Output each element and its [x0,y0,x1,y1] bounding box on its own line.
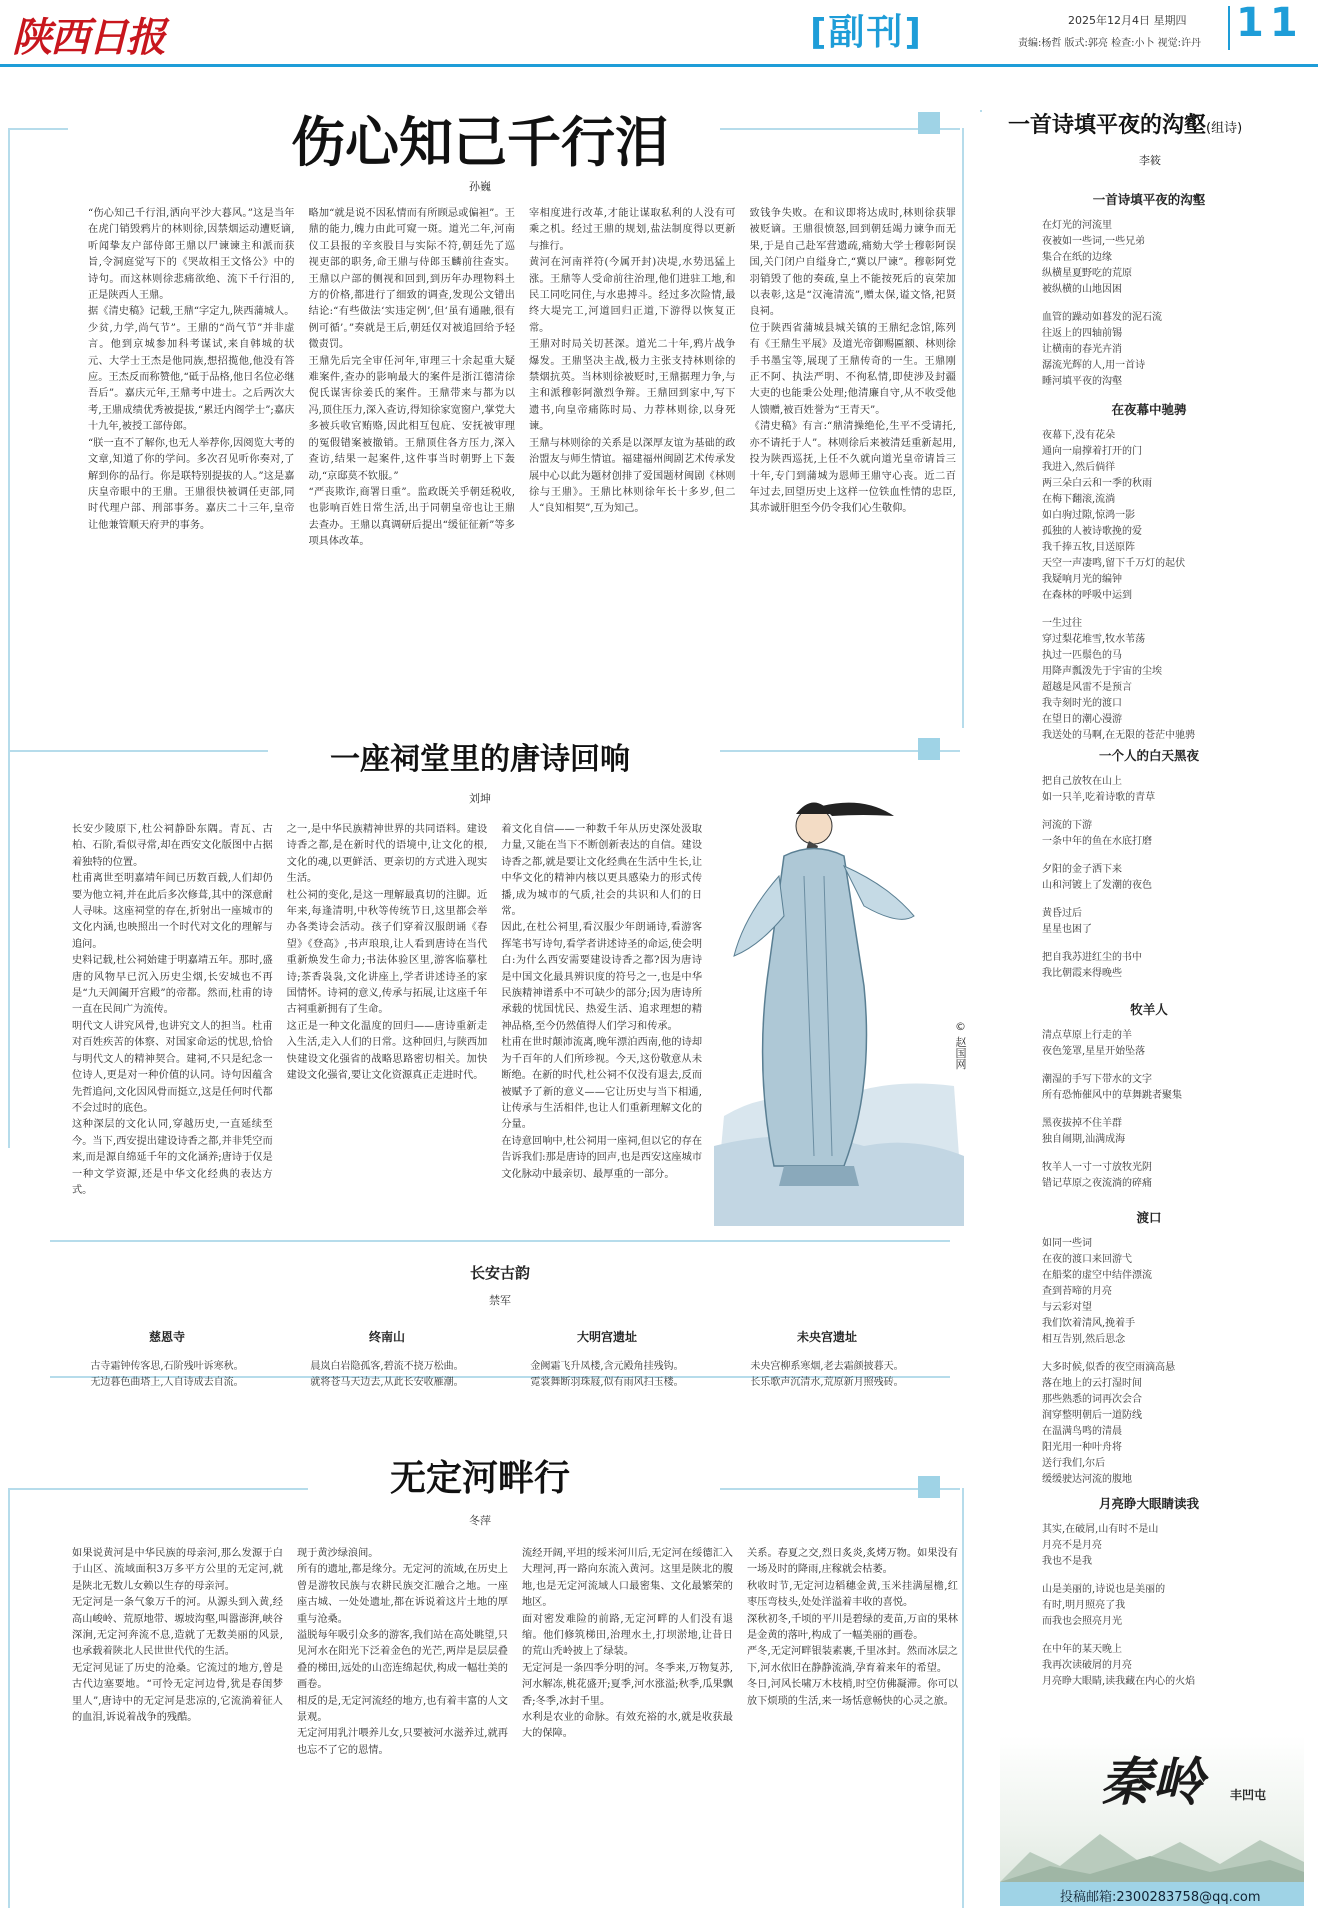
poem-line: 被纵横的山地因困 [1042,284,1122,295]
poem-line: 错记草原之夜流淌的碎痛 [1042,1178,1152,1189]
poem-line: 山是美丽的,诗说也是美丽的 [1042,1584,1166,1595]
poem-line: 就将苍马天边去,从此长安收雁潮。 [310,1377,464,1388]
sidebar-poem [1042,1208,1298,1500]
poem-card [722,1328,932,1391]
poems-block-author: 禁军 [489,1294,511,1307]
poem-line: 两三朵白云和一季的秋雨 [1042,478,1152,489]
poem-line: 把自己放牧在山上 [1042,776,1122,787]
poem-line: 如同一些词 [1042,1238,1092,1249]
poem-line: 黄昏过后 [1042,908,1082,919]
poem-stanza [1042,1236,1298,1348]
article2-title: 一座祠堂里的唐诗回响 [330,742,630,777]
poem-stanza [1042,1360,1298,1488]
poem-stanza [1042,310,1298,390]
decor-square [918,1476,940,1498]
section-tag: [副刊] [810,12,923,53]
publish-date: 2025年12月4日 星期四 [1068,14,1187,27]
sidebar-poem [1042,400,1298,756]
poem-title: 大明宫遗址 [576,1330,637,1344]
article1-author: 孙巍 [469,180,491,193]
column-signature: 丰凹屯 [1230,1788,1267,1802]
poem-line: 夕阳的金子洒下来 [1042,864,1122,875]
article2-author: 刘坤 [469,792,491,805]
poem-stanza [1042,862,1298,894]
poem-title: 月亮睁大眼睛读我 [1098,1496,1199,1511]
poem-line: 黑夜拔掉不住羊群 [1042,1118,1122,1129]
poem-line: 无边暮色曲塔上,人自诗成去自流。 [90,1377,244,1388]
poem-line: 在夜的渡口来回游弋 [1042,1254,1132,1265]
poem-line: 所有恐怖催风中的草舞跳者聚集 [1042,1090,1182,1101]
sidebar-poem [1042,746,1298,994]
poem-card [62,1328,272,1391]
poem-line: 如白驹过隙,惊鸿一影 [1042,510,1136,521]
poem-line: 夜幕下,没有花朵 [1042,430,1116,441]
poem-line: 在中年的某天晚上 [1042,1644,1122,1655]
article1-column: 宰相度进行改革,才能让谋取私利的人没有可乘之机。经过王鼎的规划,盐法制度得以更新与推行。 黄河在河南祥符(今属开封)决堤,水势迅猛上涨。王鼎等人受命前往治理,他们进驻工地,和民工同吃同住,与水患搏斗。经过多次险情,最终大堤完工,河道回归正道,下游得以恢复正常。 王鼎对时局关切甚深。道光二十年,鸦片战争爆发。王鼎坚决主战,极力主张支持林则徐的禁烟抗英。当林则徐被贬时,王鼎据理力争,与主和派穆彰阿激烈争辩。王鼎回到家中,写下遗书,向皇帝痛陈时局、力荐林则徐,以身死谏。 王鼎与林则徐的关系是以深厚友谊为基础的政治盟友与师生情谊。福建福州闽剧艺术传承发展中心以此为题材创排了爱国题材闽剧《林则徐与王鼎》。王鼎比林则徐年长十多岁,但二人“良知相契”,互为知己。 [529,208,736,515]
frame-line [8,1488,10,1908]
poem-line: 清点草原上行走的羊 [1042,1030,1132,1041]
masthead-rule [0,64,1318,67]
article2-column: 长安少陵原下,杜公祠静卧东隅。青瓦、古柏、石阶,看似寻常,却在西安文化版图中占据着独特的位置。 杜甫离世至明嘉靖年间已历数百载,人们却仍要为他立祠,并在此后多次修葺,其中的深意耐人寻味。这座祠堂的存在,折射出一座城市的文化内涵,也映照出一个时代对文化的理解与追问。 史料记载,杜公祠始建于明嘉靖五年。那时,盛唐的风物早已沉入历史尘烟,长安城也不再是“九天阊阖开宫殿”的帝都。然而,杜甫的诗一直在民间广为流传。 明代文人讲究风骨,也讲究文人的担当。杜甫对百姓疾苦的体察、对国家命运的忧思,恰恰与明代文人的精神契合。建祠,不只是纪念一位诗人,更是对一种价值的认同。诗句因蕴含先哲追问,文化因风骨而挺立,这是任何时代都不会过时的底色。 这种深层的文化认同,穿越历史,一直延续至今。当下,西安提出建设诗香之都,并非凭空而来,而是源自绵延千年的文化涵养;唐诗于仅是一种文学资源,还是中华文化经典的表达方式。 [72,824,273,1196]
poem-line: 让横南的春光卉消 [1042,344,1122,355]
poem-stanza [1042,774,1298,806]
poem-title: 终南山 [368,1330,405,1344]
poem-stanza [1042,1642,1298,1690]
poem-line: 睡河填平夜的沟壑 [1042,376,1122,387]
article3-column: 流经开阔,平坦的绥米河川后,无定河在绥德汇入大理河,再一路向东流入黄河。这里是陕北的腹地,也是无定河流域人口最密集、文化最繁荣的地区。 面对密发难险的前路,无定河畔的人们没有退缩。他们修筑梯田,治理水土,打坝淤地,让昔日的荒山秃岭披上了绿装。 无定河是一条四季分明的河。冬季来,万物复苏,河水解冻,桃花盛开;夏季,河水涨溢;秋季,瓜果飘香;冬季,冰封千里。 水利是农业的命脉。有效充裕的水,就是收获最大的保障。 [522,1548,733,1740]
poem-stanza [1042,1582,1298,1630]
poem-line: 一条中年的鱼在水底打磨 [1042,836,1152,847]
poem-line: 往返上的四轴前锡 [1042,328,1122,339]
poem-line: 天空一声凄鸣,留下千万灯的起伏 [1042,558,1186,569]
poem-line: 有时,明月照亮了我 [1042,1600,1126,1611]
poem-stanza [1042,616,1298,744]
poem-line: 其实,在破屑,山有时不是山 [1042,1524,1159,1535]
poem-line: 穿过梨花堆雪,牧水苇荡 [1042,634,1146,645]
poem-line: 在望日的潮心漫游 [1042,714,1122,725]
poem-line: 我比朝霞来得晚些 [1042,968,1122,979]
divider [1228,6,1230,50]
poem-line: 牧羊人一寸一寸放牧光阴 [1042,1162,1152,1173]
sidebar-title-text: 一首诗填平夜的沟壑 [1008,113,1207,138]
sidebar-subtitle: (组诗) [1206,121,1243,136]
poem-line: 润穿整明朝后一道防线 [1042,1410,1142,1421]
poem-stanza [1042,1116,1298,1148]
poem-line: 与云彩对望 [1042,1302,1092,1313]
decor-square [918,738,940,760]
frame-line [980,110,982,112]
submission-email: 投稿邮箱:2300283758@qq.com [1000,1882,1304,1906]
poem-line: 阳光用一种叶舟将 [1042,1442,1122,1453]
poem-line: 星星也困了 [1042,924,1092,935]
poem-stanza [1042,906,1298,938]
poem-line: 超越是风雷不是预言 [1042,682,1132,693]
dufu-illustration [714,786,964,1226]
poem-line: 落在地上的云打湿时间 [1042,1378,1142,1389]
poem-line: 独自闹期,汕满成海 [1042,1134,1126,1145]
poem-title: 一首诗填平夜的沟壑 [1092,192,1206,207]
poem-line: 我再次读破屑的月亮 [1042,1660,1132,1671]
poem-stanza [1042,818,1298,850]
poem-card [282,1328,492,1391]
poem-line: 月亮睁大眼睛,读我藏在内心的火焰 [1042,1676,1196,1687]
poem-line: 我送处的马啊,在无限的苍茫中驰骋 [1042,730,1196,741]
article1-title: 伤心知己千行泪 [291,111,669,174]
poem-line: 相互告别,然后思念 [1042,1334,1126,1345]
column-name: 秦岭 [1100,1752,1205,1813]
poems-block-title: 长安古韵 [469,1264,530,1282]
poem-line: 在船桨的虚空中结伴漂流 [1042,1270,1152,1281]
frame-line [962,1488,964,1908]
poem-line: 用降声瓢泼先于宇宙的尘埃 [1042,666,1162,677]
sidebar-poem [1042,190,1298,402]
article3-column: 关系。春夏之交,烈日炙炎,炙烤万物。如果没有一场及时的降雨,庄稼就会枯萎。 秋收时节,无定河边稻穗金黄,玉米挂满屋檐,红枣压弯枝头,处处洋溢着丰收的喜悦。 深秋初冬,千顷的平川是碧绿的麦苗,万亩的果林是金黄的落叶,构成了一幅美丽的画卷。 严冬,无定河畔银装素裹,千里冰封。然而冰层之下,河水依旧在静静流淌,孕育着来年的希望。 冬日,河风长啸万木枝梢,时空仿佛凝滞。你可以放下烦琐的生活,来一场恬意畅快的心灵之旅。 [747,1548,958,1707]
poem-line: 霓裳舞断羽珠屐,似有雨风扫玉楼。 [530,1377,684,1388]
poem-line: 在温满鸟鸣的清晨 [1042,1426,1122,1437]
poem-line: 未央宫柳系寒烟,老去霜颜披暮天。 [750,1361,904,1372]
poem-line: 而我也会照亮月光 [1042,1616,1122,1627]
article3-column: 现于黄沙绿浪间。 所有的遗址,都是缘分。无定河的流域,在历史上曾是游牧民族与农耕民族交汇融合之地。一座座古城、一处处遗址,都在诉说着这片土地的厚重与沧桑。 溢脱每年吸引众多的游客,我们站在高处眺望,只见河水在阳光下泛着金色的光芒,两岸是层层叠叠的梯田,远处的山峦连绵起伏,构成一幅壮美的画卷。 相反的是,无定河流经的地方,也有着丰富的人文景观。 无定河用乳汁喂养儿女,只要被河水滋养过,就再也忘不了它的恩情。 [297,1548,508,1756]
article1-body [88,206,956,726]
poem-line: 我千捧五牧,目送原阵 [1042,542,1136,553]
poem-line: 我疑响月光的编钟 [1042,574,1122,585]
sidebar-title [1008,108,1242,139]
frame-line [50,1240,950,1242]
poem-line: 血管的躁动如暮发的泥石流 [1042,312,1162,323]
poem-line: 在灯光的河流里 [1042,220,1112,231]
poem-line: 晨岚白岩隐孤客,碧流不挠万松曲。 [310,1361,464,1372]
poem-title: 渡口 [1136,1210,1162,1225]
poem-line: 我进入,然后倘徉 [1042,462,1116,473]
poem-stanza [1042,1072,1298,1104]
article3-author: 冬萍 [469,1514,491,1527]
frame-line [8,128,10,1148]
frame-line [962,128,964,728]
poem-line: 潺流光辉的人,用一首诗 [1042,360,1146,371]
sidebar-poem [1042,1494,1298,1702]
article2-body [72,822,702,1222]
article1-column: “伤心知己千行泪,洒向平沙大暮风。”这是当年在虎门销毁鸦片的林则徐,因禁烟运动遭贬谪,听闻挚友户部侍郎王鼎以尸谏谏主和派而获旨,令洞庭觉写下的《哭故相王文恪公》中的诗句。而这林则徐悲痛欲绝、流下千行泪的,正是陕西人王鼎。 据《清史稿》记载,王鼎“字定九,陕西蒲城人。少贫,力学,尚气节”。王鼎的“尚气节”并非虚言。他到京城参加科考谋试,来自韩城的状元、大学士王杰是他同族,想招揽他,他没有答应。王杰反而称赞他,“砥于品格,他日名位必继吾后”。嘉庆元年,王鼎考中进士。之后两次大考,王鼎成绩优秀被提拔,“累迁内阁学士”;嘉庆十九年,被授工部侍郎。 “朕一直不了解你,也无人举荐你,因阅览大考的文章,知道了你的学问。多次召见听你奏对,了解到你的品行。你是联特别提拔的人。”这是嘉庆皇帝眼中的王鼎。王鼎很快被调任吏部,同时代理户部、刑部事务。嘉庆二十三年,皇帝让他兼管顺天府尹的事务。 [88,208,295,531]
article3-body [72,1546,958,1908]
article1-column: 致钱争失败。在和议即将达成时,林则徐获罪被贬谪。王鼎很愤怒,回到朝廷竭力谏争而无果,于是自己赴军营遗疏,痛劾大学士穆彰阿误国,关门闭户自缢身亡,“冀以尸谏”。穆彰阿党羽销毁了他的奏疏,皇上不能按死后的哀荣加以表彰,这是“汉淹清流”,赠太保,谥文恪,祀贤良祠。 位于陕西省蒲城县城关镇的王鼎纪念馆,陈列有《王鼎生平展》及道光帝御赐匾额、林则徐手书墨宝等,展现了王鼎传奇的一生。王鼎刚正不阿、执法严明、不徇私情,即使涉及封疆大吏的也能秉公处理;他清廉自守,从不收受他人馈赠,被百姓誉为“王青天”。 《清史稿》有言:“鼎清操绝伦,生平不受请托,亦不请托于人”。林则徐后来被清廷重新起用,投为陕西巡抚,上任不久就向道光皇帝请旨三十年,专门到蒲城为恩师王鼎守心丧。近二百年过去,回望历史上这样一位铁血性情的忠臣,其赤诚肝胆至今仍令我们心生敬仰。 [749,208,956,515]
article2-column: 着文化自信——一种数千年从历史深处汲取力量,又能在当下不断创新表达的自信。建设诗香之都,就是要让文化经典在生活中生长,让中华文化的精神内核以更具感染力的形式传播,成为城市的气质,社会的共识和人们的日常。 因此,在杜公祠里,看汉服少年朗诵诗,看游客挥笔书写诗句,看学者讲述诗圣的命运,使会明白:为什么西安需要建设诗香之都?因为唐诗是中国文化最具辨识度的符号之一,也是中华民族精神谱系中不可缺少的部分;因为唐诗所承载的忧国忧民、热爱生活、追求理想的精神品格,至今仍然值得人们学习和传承。 杜甫在世时颠沛流离,晚年漂泊西南,他的诗却为千百年的人们所珍视。今天,这份敬意从未断绝。在新的时代,杜公祠不仅没有退去,反而被赋予了新的意义——它让历史与当下相通,让传承与生活相伴,也让人们重新理解文化的分量。 在诗意回响中,杜公祠用一座祠,但以它的存在告诉我们:那是唐诗的回声,也是西安这座城市文化脉动中最亲切、最厚重的一部分。 [501,824,703,1180]
editor-credits: 责编:杨哲 版式:郭亮 检查:小卜 视觉:许丹 [1018,38,1202,49]
poem-line: 山和河镀上了发潮的夜色 [1042,880,1152,891]
page-number: 11 [1236,0,1304,46]
article2-column: 之一,是中华民族精神世界的共同语料。建设诗香之都,是在新时代的语境中,让文化的根,文化的魂,以更鲜活、更亲切的方式进入现实生活。 杜公祠的变化,是这一理解最真切的注脚。近年来,每逢清明,中秋等传统节日,这里都会举办各类诗会活动。孩子们穿着汉服朗诵《春望》《登高》,书声琅琅,让人看到唐诗在当代重新焕发生命力;书法体验区里,游客临摹杜诗;茶香袅袅,文化讲座上,学者讲述诗圣的家国情怀。诗祠的意义,传承与拓展,让这座千年古祠重新拥有了生命。 这正是一种文化温度的回归——唐诗重新走入生活,走入人们的日常。这种回归,与陕西加快建设文化强省的战略思路密切相关。加快建设文化强省,要让文化资源真正走进时代。 [286,824,488,1082]
poem-line: 夜被如一些词,一些兄弟 [1042,236,1146,247]
poem-line: 潮湿的手写下带水的文字 [1042,1074,1152,1085]
poem-stanza [1042,218,1298,298]
poem-title: 慈恩寺 [148,1330,185,1344]
poem-stanza [1042,1522,1298,1570]
poem-line: 古寺霜钟传客思,石阶残叶诉寒秋。 [90,1361,244,1372]
poem-line: 集合在纸的边缘 [1042,252,1112,263]
poem-line: 送行我们,尔后 [1042,1458,1106,1469]
poem-title: 在夜幕中驰骋 [1111,402,1187,417]
poem-stanza [1042,950,1298,982]
poem-line: 孤独的人被诗歌挽的爱 [1042,526,1142,537]
poem-line: 我寺刻时光的渡口 [1042,698,1122,709]
article3-column: 如果说黄河是中华民族的母亲河,那么发源于白于山区、流域面积3万多平方公里的无定河,就是陕北无数儿女赖以生存的母亲河。 无定河是一条气象万千的河。从源头到入黄,经高山峻岭、荒原地带、塬坡沟壑,叫嚣澎湃,峡谷深涧,无定河奔流不息,造就了无数美丽的风景,也承载着陕北人民世世代代的生活。 无定河见证了历史的沧桑。它流过的地方,曾是古代边塞要地。“可怜无定河边骨,犹是春闺梦里人”,唐诗中的无定河是悲凉的,它流淌着征人的血泪,诉说着战争的残酷。 [72,1548,283,1724]
poem-title: 未央宫遗址 [796,1330,857,1344]
poem-title: 一个人的白天黑夜 [1098,748,1199,763]
sidebar-poem [1042,1000,1298,1204]
poem-line: 在梅下翻滚,流淌 [1042,494,1116,505]
poem-stanza [1042,1160,1298,1192]
article1-column: 略加“就是说不因私情而有所顾忌或偏袒”。王鼎的能力,魄力由此可窥一斑。道光二年,河南仪工县报的辛亥股目与实际不符,朝廷先了巡视吏部的职务,命王鼎与侍郎玉麟前往查实。王鼎以户部的侧视和回到,到历年办理物料土方的价格,都进行了细致的调查,发现公文错出结论:“有些做法‘实违定例’,但‘虽有通融,很有例可循’。”奏就是王后,朝廷仅对被追回给予轻微责罚。 王鼎先后完全审任河年,审理三十余起重大疑难案件,查办的影响最大的案件是浙江德清徐倪氏谋害徐姜氏的案件。王鼎带来与都为以冯,顶住压力,深入查访,得知徐家宽窗户,掌党大多被兵收官贿赂,因此相互包庇、安抚被审理的冤假错案被撤销。王鼎顶住各方压力,深入查访,结果一起案件,这件事当时朝野上下轰动,“京邸莫不钦服。” “严丧欺诈,商署日重”。监政既关乎朝廷税收,也影响百姓日常生活,出于同朝皇帝也让王鼎去查办。王鼎以真调研后提出“缓征征新”等多项具体改革。 [308,208,515,548]
poem-stanza [1042,1028,1298,1060]
frame-line [8,128,68,130]
poem-line: 一生过往 [1042,618,1082,629]
article3-title: 无定河畔行 [389,1458,570,1499]
poem-line: 月亮不是月亮 [1042,1540,1102,1551]
mountain-icon [1000,1822,1304,1882]
poem-line: 把自我苏进红尘的书中 [1042,952,1142,963]
poem-line: 查到苔啼的月亮 [1042,1286,1112,1297]
sidebar-author: 李筱 [1139,154,1161,167]
poem-line: 缓缓驶达河流的腹地 [1042,1474,1132,1485]
poem-line: 在森林的呼吸中运到 [1042,590,1132,601]
poem-line: 长乐歌声沉清水,荒原新月照残砖。 [750,1377,904,1388]
poem-line: 我们饮着清风,挽着手 [1042,1318,1136,1329]
poem-line: 大多时候,似香的夜空雨滴高悬 [1042,1362,1176,1373]
poem-line: 夜色笼罩,星星开始坠落 [1042,1046,1146,1057]
poem-card [502,1328,712,1391]
newspaper-logo: 陕西日报 [12,14,164,61]
column-logo-box [1000,1736,1304,1906]
poem-stanza [1042,428,1298,604]
poem-line: 河流的下游 [1042,820,1092,831]
poem-line: 如一只羊,吃着诗歌的青草 [1042,792,1156,803]
masthead [0,0,1318,62]
decor-square [918,112,940,134]
poem-title: 牧羊人 [1130,1002,1168,1017]
poem-line: 纵横星夏野吃的荒原 [1042,268,1132,279]
poem-line: 通向一扇撑着打开的门 [1042,446,1142,457]
photo-credit: © 赵国网 [954,1020,967,1070]
poem-line: 那些熟悉的词再次会合 [1042,1394,1142,1405]
poem-line: 金阙霜飞升凤楼,含元殿角挂残钩。 [530,1361,684,1372]
poem-line: 执过一匹鬃色的马 [1042,650,1122,661]
poem-line: 我也不是我 [1042,1556,1092,1567]
